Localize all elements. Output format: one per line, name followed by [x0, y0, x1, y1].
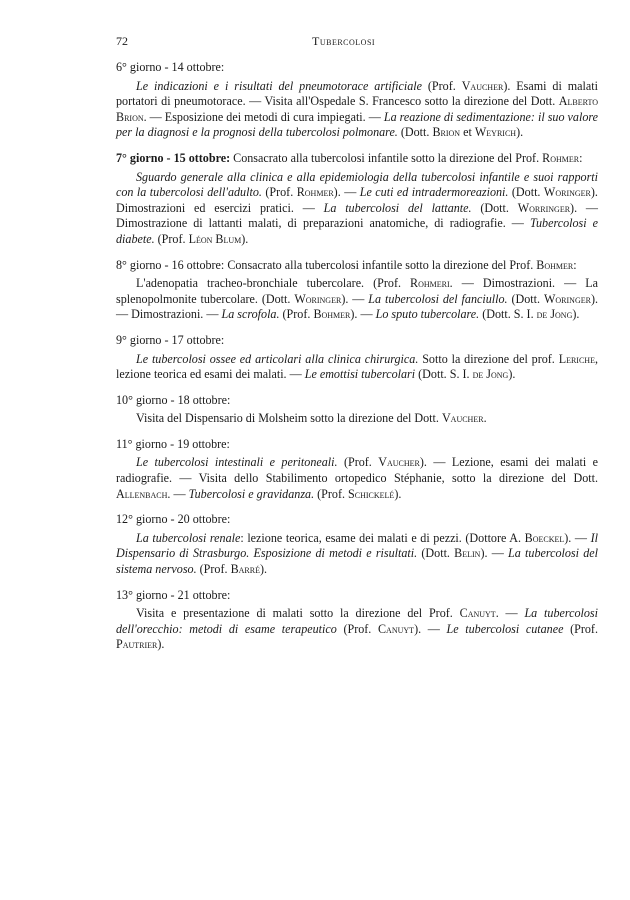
text-run: ). — Lezione, esami dei malati e radiografie. — Visita dello Stabilimento ortopedico Stéphanie, sotto la direzione del Dott. [116, 455, 598, 486]
day-date: 10° giorno - 18 ottobre: [116, 392, 231, 407]
day-description [116, 352, 598, 383]
day-date: 12° giorno - 20 ottobre: [116, 512, 231, 527]
lecture-title: Le tubercolosi intestinali e peritoneali. [136, 455, 338, 470]
day-date: 9° giorno - 17 ottobre: [116, 332, 225, 347]
text-run: . — Dimostrazioni. — La splenopolmonite tubercolare. (Dott. [116, 276, 599, 306]
day-date: 7° giorno - 15 ottobre: [116, 150, 231, 165]
text-run: (Prof. [421, 78, 462, 93]
text-run: ). [241, 231, 249, 246]
text-run: (Dott. [417, 546, 455, 561]
person-name: Canuyt [377, 621, 415, 636]
lecture-title: Le tubercolosi cutanee [446, 621, 564, 636]
page-header [116, 34, 598, 50]
text-run: ). — [333, 185, 360, 200]
text-run: ). [394, 486, 402, 501]
day-heading [116, 333, 598, 349]
person-name: Woringer [543, 185, 591, 200]
person-name: Alberto Brion [116, 94, 598, 124]
text-run: Sotto la direzione del prof. [418, 351, 559, 366]
text-run: (Prof. [154, 231, 189, 246]
lecture-title: Il Dispensario di Strasburgo. Esposizione di metodi e risultati. [116, 530, 598, 561]
text-run: Visita del Dispensario di Molsheim sotto la direzione del Dott. [136, 411, 442, 426]
text-run: L'adenopatia tracheo-bronchiale tubercolare. (Prof. [136, 276, 411, 291]
person-name: Worringer [517, 200, 571, 215]
running-title: Tubercolosi [312, 34, 376, 48]
day-entry [116, 588, 598, 653]
text-run: (Prof. [196, 562, 231, 577]
person-name: Rohmer [296, 185, 334, 200]
text-run: . [483, 411, 487, 426]
day-entry [116, 437, 598, 502]
person-name: Barré [230, 562, 260, 577]
lecture-title: Le tubercolosi ossee ed articolari alla clinica chirurgica. [136, 351, 419, 366]
day-subtitle: Consacrato alla tubercolosi infantile sotto la direzione del Prof. [230, 150, 543, 165]
lecture-title: Le emottisi tubercolari [304, 367, 416, 382]
person-name: Weyrich [474, 125, 517, 140]
director-name: Rohmer [542, 150, 580, 165]
lecture-title: La tubercolosi del fanciullo. [368, 291, 508, 306]
day-heading [116, 512, 598, 528]
lecture-title: Tubercolosi e gravidanza. [188, 486, 315, 501]
director-name: Bohmer [536, 257, 574, 272]
text-run: (Prof. [314, 486, 349, 501]
day-entry [116, 60, 598, 141]
person-name: Bohmer [313, 307, 351, 322]
day-entry [116, 393, 598, 427]
day-description [116, 606, 598, 653]
program-list [116, 60, 598, 663]
day-date: 8° giorno - 16 ottobre: [116, 257, 225, 272]
lecture-title: La scrofola. [221, 307, 280, 322]
person-name: Boeckel [524, 530, 565, 545]
lecture-title: La tubercolosi del lattante. [323, 200, 472, 215]
text-run: Visita e presentazione di malati sotto la direzione del Prof. [136, 606, 460, 621]
day-description [116, 79, 598, 141]
text-run: ). — [480, 546, 509, 561]
person-name: Woringer [543, 291, 591, 306]
text-run: et [460, 125, 475, 140]
text-run: : lezione teorica, esame dei malati e di pezzi. (Dottore A. [240, 530, 525, 545]
lecture-title: Tubercolosi e diabete. [116, 216, 599, 246]
person-name: Léon Blum [188, 231, 242, 246]
text-run: ). [259, 562, 268, 577]
text-run: ). — [414, 621, 447, 636]
day-subtitle: Consacrato alla tubercolosi infantile sotto la direzione del Prof. [224, 257, 537, 272]
text-run: . — Esposizione dei metodi di cura impiegati. — [143, 109, 384, 124]
day-date: 13° giorno - 21 ottobre: [116, 587, 231, 602]
text-run: (Prof. [261, 185, 297, 200]
text-run: (Dott. [397, 125, 433, 140]
text-run: (Dott. S. I. [479, 307, 537, 322]
text-run: ). — [564, 530, 591, 545]
day-entry [116, 333, 598, 383]
person-name: Leriche [558, 351, 595, 366]
day-heading [116, 60, 598, 76]
person-name: de Jong [472, 367, 509, 382]
day-entry [116, 151, 598, 248]
person-name: Vaucher [441, 411, 484, 426]
day-heading [116, 393, 598, 409]
lecture-title: La tubercolosi del sistema nervoso. [116, 546, 598, 577]
lecture-title: Lo sputo tubercolare. [375, 307, 480, 322]
text-run: ). [157, 637, 165, 652]
day-date: 11° giorno - 19 ottobre: [116, 436, 230, 451]
text-run: ). [572, 307, 580, 322]
text-run: ). — [341, 291, 369, 306]
day-entry [116, 258, 598, 323]
text-run: ). — Dimostrazione di lattanti malati, di preparazioni anatomiche, di radiografie. — [116, 200, 599, 231]
day-date: 6° giorno - 14 ottobre: [116, 60, 225, 74]
person-name: Woringer [294, 291, 342, 306]
person-name: Vaucher [378, 455, 420, 470]
lecture-title: La reazione di sedimentazione: il suo valore per la diagnosi e la prognosi della tubercolosi polmonare. [116, 109, 598, 140]
day-subtitle-end: : [573, 257, 577, 272]
lecture-title: La tubercolosi renale [136, 530, 241, 545]
text-run: ). [508, 367, 516, 382]
text-run: ). — [350, 307, 376, 322]
text-run: (Dott. [508, 185, 544, 200]
day-heading [116, 437, 598, 453]
text-run: ). [516, 125, 524, 140]
text-run: . — [495, 606, 525, 621]
person-name: Allenbach [116, 486, 168, 501]
lecture-title: Le cuti ed intradermoreazioni. [359, 185, 509, 200]
text-run: (Dott. [471, 200, 518, 215]
day-description [116, 531, 598, 578]
day-heading [116, 258, 598, 274]
person-name: Belin [454, 546, 481, 561]
person-name: Canuyt [459, 606, 496, 621]
person-name: Schickelé [348, 486, 395, 501]
day-description [116, 170, 598, 248]
day-heading [116, 588, 598, 604]
lecture-title: Le indicazioni e i risultati del pneumotorace artificiale [136, 78, 422, 93]
lecture-title: Sguardo generale alla clinica e alla epidemiologia della tubercolosi infantile e suoi rapporti con la tubercolosi dell'adulto. [116, 169, 598, 200]
text-run: (Prof. [563, 621, 598, 636]
page-number: 72 [116, 34, 128, 48]
day-description [116, 455, 598, 502]
text-run: (Prof. [337, 455, 379, 470]
text-run: (Dott. S. I. [415, 367, 473, 382]
person-name: de Jong [536, 307, 573, 322]
text-run: ). Esami di malati portatori di pneumotorace. — Visita all'Ospedale S. Francesco sotto la direzione del Dott. [116, 78, 598, 109]
text-run: . — [167, 486, 189, 501]
text-run: (Dott. [507, 291, 544, 306]
lecture-title: La tubercolosi dell'orecchio: metodi di esame terapeutico [116, 606, 599, 636]
person-name: Rohmeri [410, 276, 450, 291]
day-subtitle-end: : [579, 150, 583, 165]
day-description [116, 411, 598, 427]
person-name: Brion [432, 125, 461, 140]
text-run: ). — Dimostrazioni. — [116, 291, 599, 322]
day-heading [116, 151, 598, 167]
text-run: (Prof. [279, 307, 314, 322]
text-run: ). Dimostrazioni ed esercizi pratici. — [116, 185, 598, 215]
day-entry [116, 512, 598, 577]
text-run: , lezione teorica ed esami dei malati. — [116, 351, 598, 382]
text-run: (Prof. [336, 621, 378, 636]
day-description [116, 276, 598, 323]
person-name: Vaucher [461, 78, 504, 93]
person-name: Pautrier [116, 637, 158, 652]
